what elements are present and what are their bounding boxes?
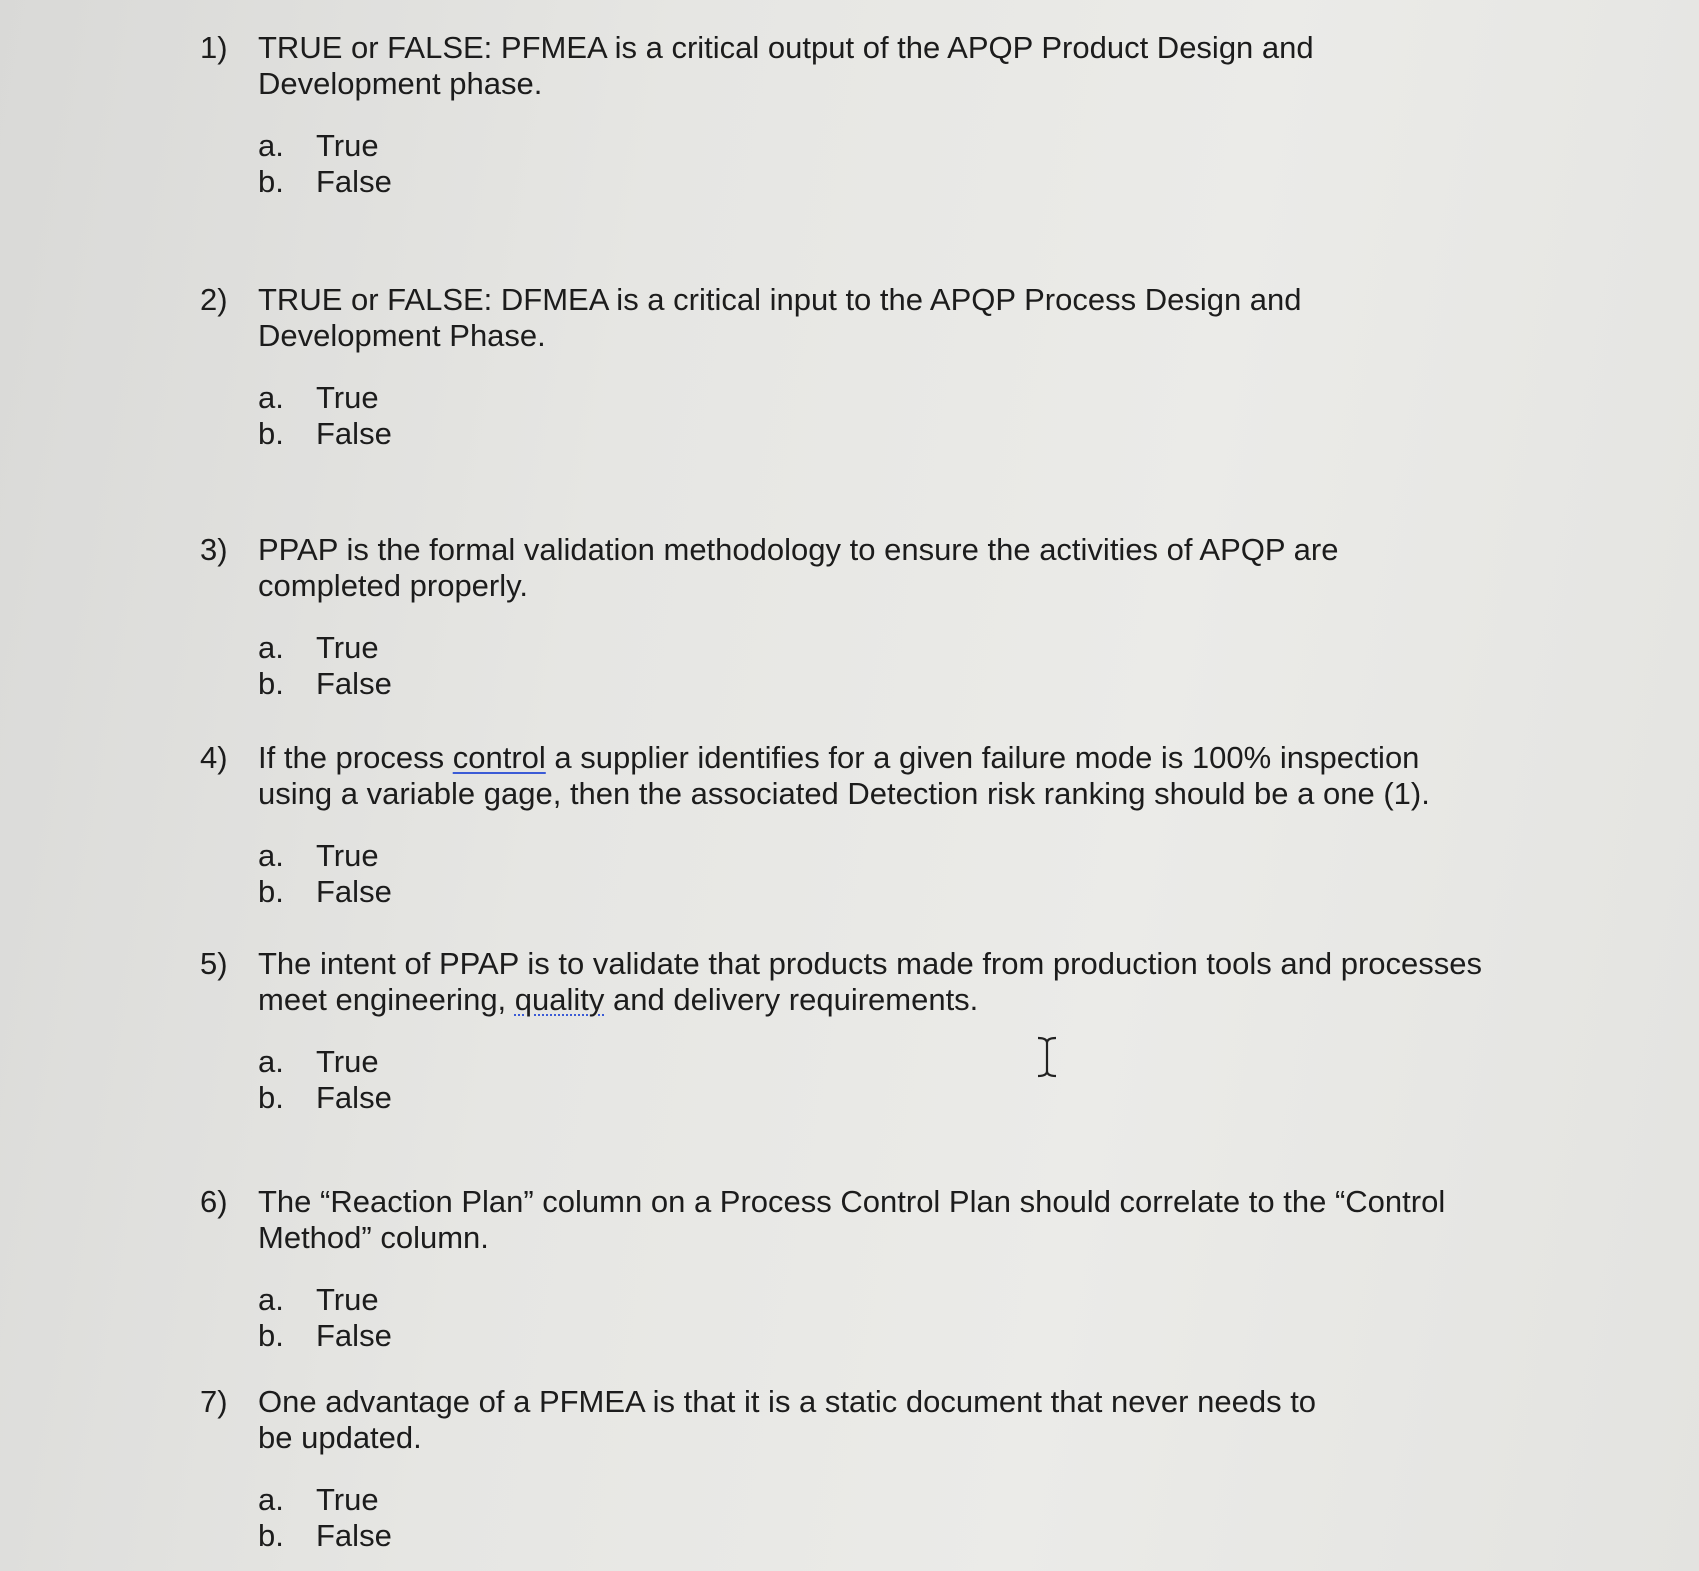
- question-text-start: The intent of PPAP is to validate that products made from production tools and processes meet engineering,: [258, 946, 1483, 1017]
- question-4: [200, 740, 1500, 910]
- option-b[interactable]: [258, 1080, 1500, 1116]
- option-letter: b.: [258, 666, 284, 701]
- option-letter: b.: [258, 164, 284, 199]
- option-a[interactable]: [258, 630, 1500, 666]
- question-header: [200, 532, 1500, 604]
- option-b[interactable]: [258, 1318, 1500, 1354]
- answer-options: [258, 1282, 1500, 1354]
- question-number: 2): [200, 282, 228, 317]
- option-label[interactable]: True: [316, 128, 379, 163]
- question-number: 3): [200, 532, 228, 567]
- grammar-check-word[interactable]: quality: [514, 982, 605, 1017]
- question-text-end: a supplier identifies for a given failure mode is 100% inspection using a variable gage, then the associated Detection risk ranking should be a one (1).: [258, 740, 1430, 811]
- question-text[interactable]: One advantage of a PFMEA is that it is a static document that never needs to be updated.: [258, 1384, 1317, 1455]
- option-b[interactable]: [258, 874, 1500, 910]
- option-label[interactable]: True: [316, 838, 379, 873]
- question-text[interactable]: PPAP is the formal validation methodology to ensure the activities of APQP are completed properly.: [258, 532, 1339, 603]
- option-label[interactable]: True: [316, 380, 379, 415]
- option-a[interactable]: [258, 1044, 1500, 1080]
- question-2: [200, 282, 1500, 452]
- question-text[interactable]: TRUE or FALSE: DFMEA is a critical input to the APQP Process Design and Development Phase.: [258, 282, 1302, 353]
- option-label[interactable]: False: [316, 874, 392, 909]
- question-header: [200, 30, 1500, 102]
- question-number: 1): [200, 30, 228, 65]
- option-label[interactable]: True: [316, 1044, 379, 1079]
- option-letter: a.: [258, 380, 284, 415]
- option-label[interactable]: False: [316, 666, 392, 701]
- question-header: [200, 1184, 1500, 1256]
- question-header: [200, 740, 1500, 812]
- option-label[interactable]: True: [316, 1282, 379, 1317]
- option-letter: a.: [258, 1282, 284, 1317]
- option-letter: a.: [258, 838, 284, 873]
- option-a[interactable]: [258, 380, 1500, 416]
- option-label[interactable]: True: [316, 1482, 379, 1517]
- question-text[interactable]: [258, 946, 1498, 1018]
- question-number: 5): [200, 946, 228, 981]
- spellcheck-word[interactable]: control: [452, 740, 546, 775]
- question-1: [200, 30, 1500, 200]
- option-label[interactable]: False: [316, 416, 392, 451]
- question-number: 6): [200, 1184, 228, 1219]
- text-cursor-icon: [1034, 1035, 1060, 1079]
- option-letter: a.: [258, 128, 284, 163]
- question-3: [200, 532, 1500, 702]
- question-header: [200, 282, 1500, 354]
- option-letter: a.: [258, 1044, 284, 1079]
- option-a[interactable]: [258, 128, 1500, 164]
- option-label[interactable]: False: [316, 1080, 392, 1115]
- option-label[interactable]: False: [316, 1318, 392, 1353]
- option-a[interactable]: [258, 1482, 1500, 1518]
- option-label[interactable]: False: [316, 164, 392, 199]
- option-label[interactable]: False: [316, 1518, 392, 1553]
- question-text[interactable]: [258, 740, 1438, 812]
- question-text[interactable]: The “Reaction Plan” column on a Process Control Plan should correlate to the “Control Method” column.: [258, 1184, 1446, 1255]
- option-letter: a.: [258, 630, 284, 665]
- question-7: [200, 1384, 1500, 1554]
- option-letter: b.: [258, 874, 284, 909]
- option-letter: b.: [258, 416, 284, 451]
- answer-options: [258, 128, 1500, 200]
- answer-options: [258, 380, 1500, 452]
- option-letter: b.: [258, 1080, 284, 1115]
- option-b[interactable]: [258, 164, 1500, 200]
- option-letter: b.: [258, 1518, 284, 1553]
- question-text-start: If the process: [258, 740, 453, 775]
- option-a[interactable]: [258, 1282, 1500, 1318]
- option-b[interactable]: [258, 666, 1500, 702]
- answer-options: [258, 1482, 1500, 1554]
- answer-options: [258, 630, 1500, 702]
- option-letter: b.: [258, 1318, 284, 1353]
- option-b[interactable]: [258, 1518, 1500, 1554]
- option-label[interactable]: True: [316, 630, 379, 665]
- question-text[interactable]: TRUE or FALSE: PFMEA is a critical output of the APQP Product Design and Development phase.: [258, 30, 1314, 101]
- question-6: [200, 1184, 1500, 1354]
- question-number: 7): [200, 1384, 228, 1419]
- option-a[interactable]: [258, 838, 1500, 874]
- question-number: 4): [200, 740, 228, 775]
- question-text-end: and delivery requirements.: [604, 982, 979, 1017]
- answer-options: [258, 1044, 1500, 1116]
- question-header: [200, 946, 1500, 1018]
- question-5: [200, 946, 1500, 1116]
- option-b[interactable]: [258, 416, 1500, 452]
- answer-options: [258, 838, 1500, 910]
- question-header: [200, 1384, 1500, 1456]
- option-letter: a.: [258, 1482, 284, 1517]
